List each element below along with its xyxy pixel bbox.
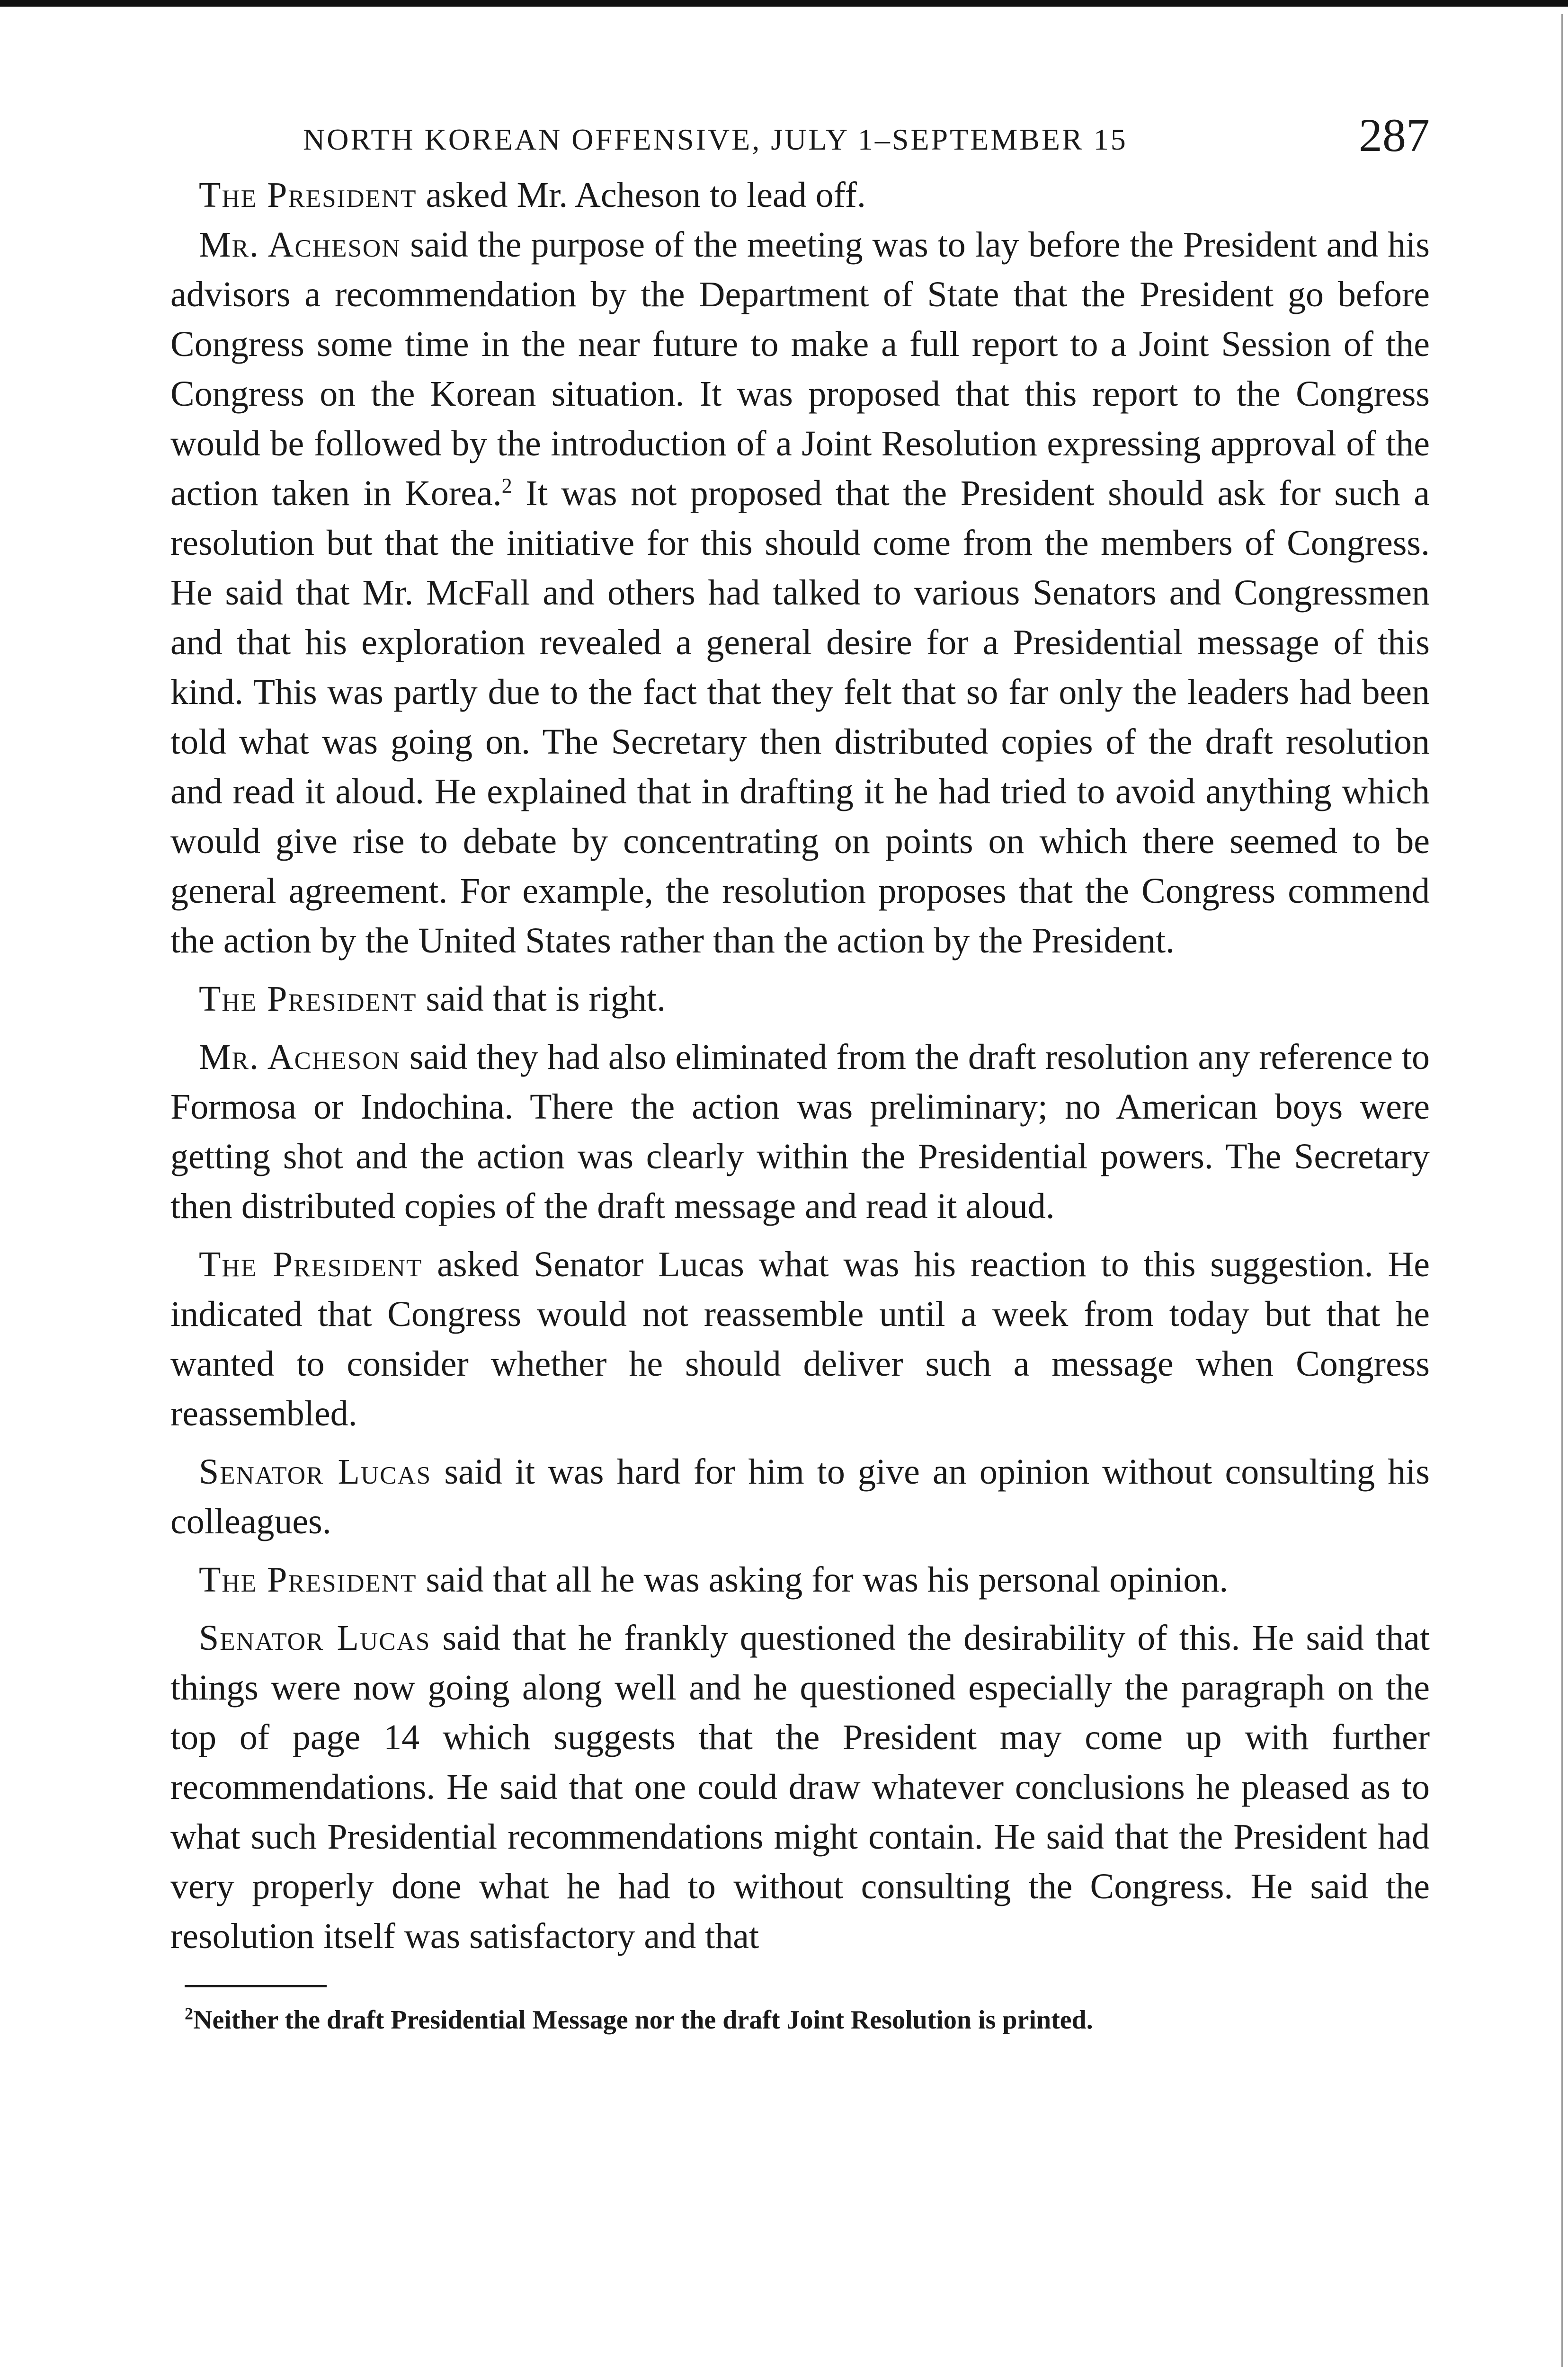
paragraph-text: said that all he was asking for was his personal opinion. <box>417 1560 1229 1600</box>
speaker-name: The President <box>199 1245 423 1284</box>
page-edge-shadow <box>1561 14 1563 2367</box>
paragraph <box>170 974 1430 1024</box>
top-edge-rule <box>0 0 1568 7</box>
body-text <box>170 170 1430 1961</box>
speaker-name: Mr. Acheson <box>199 1037 401 1077</box>
paragraph-text-continued: It was not proposed that the President should ask for such a resolution but that the initiative for this should come from the members of Congress. He said that Mr. McFall and others had talked to various Senators and Congressmen and that his exploration revealed a general desire for a Presidential message of this kind. This was partly due to the fact that they felt that so far only the leaders had been told what was going on. The Secretary then distributed copies of the draft resolution and read it aloud. He explained that in drafting it he had tried to avoid anything which would give rise to debate by concentrating on points on which there seemed to be general agreement. For example, the resolution proposes that the Congress commend the action by the United States rather than the action by the President. <box>170 473 1430 961</box>
speaker-name: The President <box>199 1560 417 1600</box>
paragraph-text: said it was hard for him to give an opinion without consulting his colleagues. <box>170 1452 1430 1541</box>
speaker-name: Senator Lucas <box>199 1452 432 1492</box>
speaker-name: Mr. Acheson <box>199 225 401 265</box>
paragraph-text: asked Mr. Acheson to lead off. <box>417 175 866 215</box>
footnote-reference: 2 <box>501 474 512 498</box>
paragraph-text: said they had also eliminated from the draft resolution any reference to Formosa or Indochina. There the action was preliminary; no American boys were getting shot and the action was clearly within the Presidential powers. The Secretary then distributed copies of the draft message and read it aloud. <box>170 1037 1430 1226</box>
paragraph <box>170 1555 1430 1605</box>
speaker-name: Senator Lucas <box>199 1618 431 1658</box>
footnote-number: 2 <box>185 2004 193 2023</box>
footnote-text: Neither the draft Presidential Message nor the draft Joint Resolution is printed. <box>193 2005 1093 2035</box>
footnote <box>170 2002 1430 2038</box>
page-number: 287 <box>1359 109 1430 161</box>
paragraph <box>170 1613 1430 1961</box>
paragraph-text: said the purpose of the meeting was to lay before the President and his advisors a recommendation by the Department of State that the President go before Congress some time in the near future to make a full report to a Joint Session of the Congress on the Korean situation. It was proposed that this report to the Congress would be followed by the introduction of a Joint Resolution expressing approval of the action taken in Korea. <box>170 225 1430 513</box>
running-title: NORTH KOREAN OFFENSIVE, JULY 1–SEPTEMBER 15 <box>303 123 1128 156</box>
running-head <box>170 104 1430 166</box>
speaker-name: The President <box>199 175 417 215</box>
footnote-divider <box>185 1985 327 1987</box>
paragraph <box>170 1240 1430 1439</box>
paragraph-text: asked Senator Lucas what was his reaction to this suggestion. He indicated that Congress would not reassemble until a week from today but that he wanted to consider whether he should deliver such a message when Congress reassembled. <box>170 1245 1430 1433</box>
paragraph <box>170 170 1430 220</box>
paragraph-text: said that he frankly questioned the desirability of this. He said that things were now going along well and he questioned especially the paragraph on the top of page 14 which suggests that the President may come up with further recommendations. He said that one could draw whatever conclusions he pleased as to what such Presidential recommendations might contain. He said that the President had very properly done what he had to without consulting the Congress. He said the resolution itself was satisfactory and that <box>170 1618 1430 1956</box>
paragraph <box>170 220 1430 966</box>
paragraph <box>170 1447 1430 1547</box>
paragraph <box>170 1032 1430 1231</box>
speaker-name: The President <box>199 979 417 1019</box>
paragraph-text: said that is right. <box>417 979 666 1019</box>
document-page <box>170 104 1430 2038</box>
